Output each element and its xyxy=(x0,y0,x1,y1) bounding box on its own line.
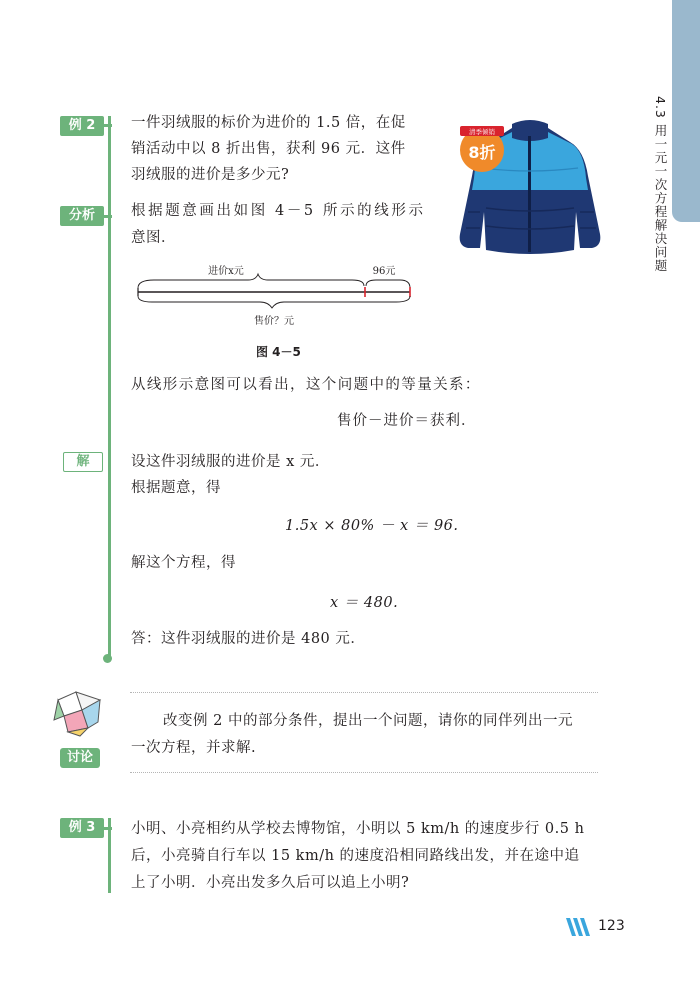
solution-line-1: 设这件羽绒服的进价是 x 元． xyxy=(131,454,330,470)
example-2-left-rule xyxy=(108,116,111,661)
analysis-line-2: 意图． xyxy=(131,230,176,246)
solution-tag: 解 xyxy=(63,452,103,472)
discussion-top-divider xyxy=(130,692,598,693)
figure-caption: 图 4－5 xyxy=(256,345,301,359)
discussion-bottom-divider xyxy=(130,772,598,773)
example-3-line-1: 小明、小亮相约从学校去博物馆，小明以 5 km/h 的速度步行 0.5 h xyxy=(131,821,585,837)
solution-line-3: 解这个方程，得 xyxy=(131,555,236,571)
down-jacket-illustration xyxy=(452,116,608,260)
discussion-tag: 讨论 xyxy=(60,748,100,768)
example-3-tag: 例 3 xyxy=(60,818,104,838)
analysis-tag: 分析 xyxy=(60,206,104,226)
answer: 答：这件羽绒服的进价是 480 元． xyxy=(131,631,366,647)
rule-end-dot xyxy=(103,654,112,663)
example-2-line-3: 羽绒服的进价是多少元? xyxy=(131,167,290,183)
example-2-tag: 例 2 xyxy=(60,116,104,136)
page-number-stripes xyxy=(566,918,596,936)
equation-2: x ＝ 480. xyxy=(330,595,399,611)
example-3-line-2: 后，小亮骑自行车以 15 km/h 的速度沿相同路线出发，并在途中追 xyxy=(131,848,580,864)
example-3-line-3: 上了小明．小亮出发多久后可以追上小明? xyxy=(131,875,410,891)
relation-intro: 从线形示意图可以看出，这个问题中的等量关系： xyxy=(131,377,481,393)
cost-label: 进价x元 xyxy=(208,266,244,277)
example-3-left-rule xyxy=(108,818,111,893)
discussion-line-1: 改变例 2 中的部分条件，提出一个问题，请你的同伴列出一元 xyxy=(163,713,573,729)
chapter-side-tab xyxy=(672,0,700,222)
page-number: 123 xyxy=(598,918,625,934)
tag-connector xyxy=(104,124,112,127)
discussion-line-2: 一次方程，并求解. xyxy=(131,740,257,756)
price-label: 售价？元 xyxy=(254,316,294,327)
sale-badge-text: 8折 xyxy=(468,143,496,162)
solution-line-2: 根据题意，得 xyxy=(131,480,221,496)
example-2-line-2: 销活动中以 8 折出售，获利 96 元．这件 xyxy=(131,141,406,157)
line-segment-diagram xyxy=(134,260,420,330)
analysis-line-1: 根据题意画出如图 4－5 所示的线形示 xyxy=(131,203,426,219)
profit-label: 96元 xyxy=(372,266,396,277)
equality-relation: 售价－进价＝获利． xyxy=(337,413,477,429)
sale-badge-top-text: 清季倾销 xyxy=(469,128,495,136)
chapter-title: 4.3 用一元一次方程解决问题 xyxy=(653,96,668,273)
example-2-line-1: 一件羽绒服的标价为进价的 1.5 倍，在促 xyxy=(131,115,406,131)
equation-1: 1.5x × 80% － x ＝ 96. xyxy=(285,518,459,534)
tangram-icon xyxy=(52,690,104,738)
tag-connector xyxy=(104,215,112,218)
